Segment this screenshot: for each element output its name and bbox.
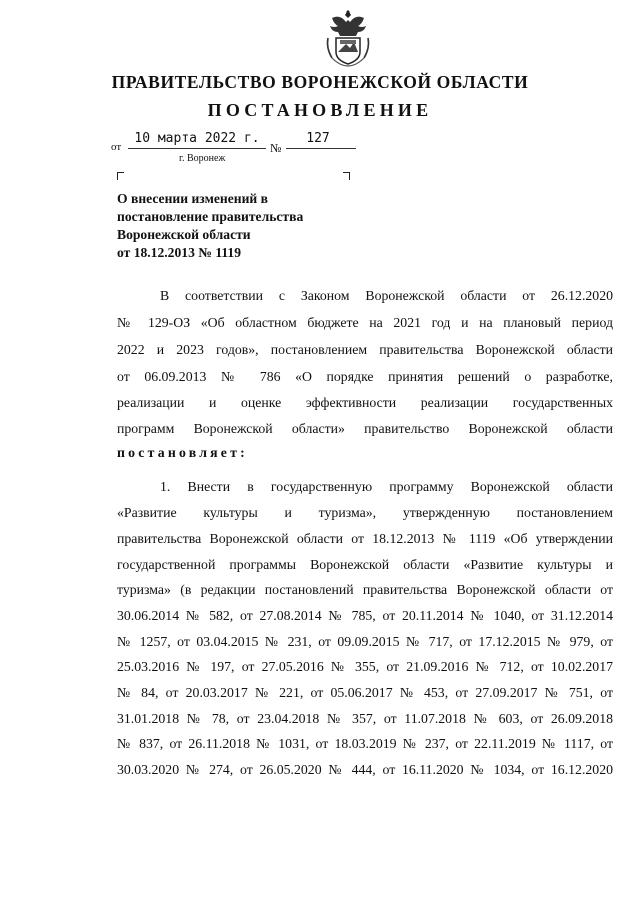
subject-corner-right [343, 172, 350, 180]
item-line: № 84, от 20.03.2017 № 221, от 05.06.2017 № 453, от 27.09.2017 № 751, от [117, 685, 613, 700]
preamble-line: реализации и оценке эффективности реализации государственных [117, 395, 613, 410]
document-subject [117, 190, 377, 262]
number-underline [286, 148, 356, 149]
item-line: № 837, от 26.11.2018 № 1031, от 18.03.2019 № 237, от 22.11.2019 № 1117, от [117, 736, 613, 751]
item-line: «Развитие культуры и туризма», утвержденную постановлением [117, 505, 613, 520]
preamble-line: № 129-ОЗ «Об областном бюджете на 2021 год и на плановый период [117, 315, 613, 330]
document-number: 127 [306, 131, 330, 146]
item-line: 30.03.2020 № 274, от 26.05.2020 № 444, от 16.11.2020 № 1034, от 16.12.2020 [117, 762, 613, 777]
item-line: 25.03.2016 № 197, от 27.05.2016 № 355, от 21.09.2016 № 712, от 10.02.2017 [117, 659, 613, 674]
date-label: от [111, 141, 122, 153]
document-type: ПОСТАНОВЛЕНИЕ [207, 100, 433, 120]
item-line: № 1257, от 03.04.2015 № 231, от 09.09.2015 № 717, от 17.12.2015 № 979, от [117, 634, 613, 649]
number-label: № [270, 141, 282, 155]
document-date: 10 марта 2022 г. [134, 131, 260, 146]
resolves-word: постановляет: [117, 445, 248, 460]
org-title: ПРАВИТЕЛЬСТВО ВОРОНЕЖСКОЙ ОБЛАСТИ [111, 72, 529, 92]
subject-line: Воронежской области [117, 227, 251, 242]
item-line: государственной программы Воронежской области «Развитие культуры и [117, 557, 613, 572]
item-line: 31.01.2018 № 78, от 23.04.2018 № 357, от 11.07.2018 № 603, от 26.09.2018 [117, 711, 613, 726]
preamble-line: В соответствии с Законом Воронежской области от 26.12.2020 [160, 288, 613, 303]
item-line: 30.06.2014 № 582, от 27.08.2014 № 785, от 20.11.2014 № 1040, от 31.12.2014 [117, 608, 613, 623]
item-line: 1. Внести в государственную программу Воронежской области [160, 479, 613, 494]
item-line: туризма» (в редакции постановлений правительства Воронежской области от [117, 582, 613, 597]
coat-of-arms-icon [322, 8, 374, 68]
preamble-line: программ Воронежской области» правительство Воронежской области [117, 421, 613, 436]
item-line: правительства Воронежской области от 18.12.2013 № 1119 «Об утверждении [117, 531, 613, 546]
date-underline [128, 148, 266, 149]
preamble-line: 2022 и 2023 годов», постановлением правительства Воронежской области [117, 342, 613, 357]
subject-line: постановление правительства [117, 209, 304, 224]
subject-corner-left [117, 172, 124, 180]
subject-line: О внесении изменений в [117, 191, 268, 206]
subject-line: от 18.12.2013 № 1119 [117, 245, 242, 260]
city: г. Воронеж [179, 153, 226, 164]
preamble-line: от 06.09.2013 № 786 «О порядке принятия решений о разработке, [117, 369, 613, 384]
